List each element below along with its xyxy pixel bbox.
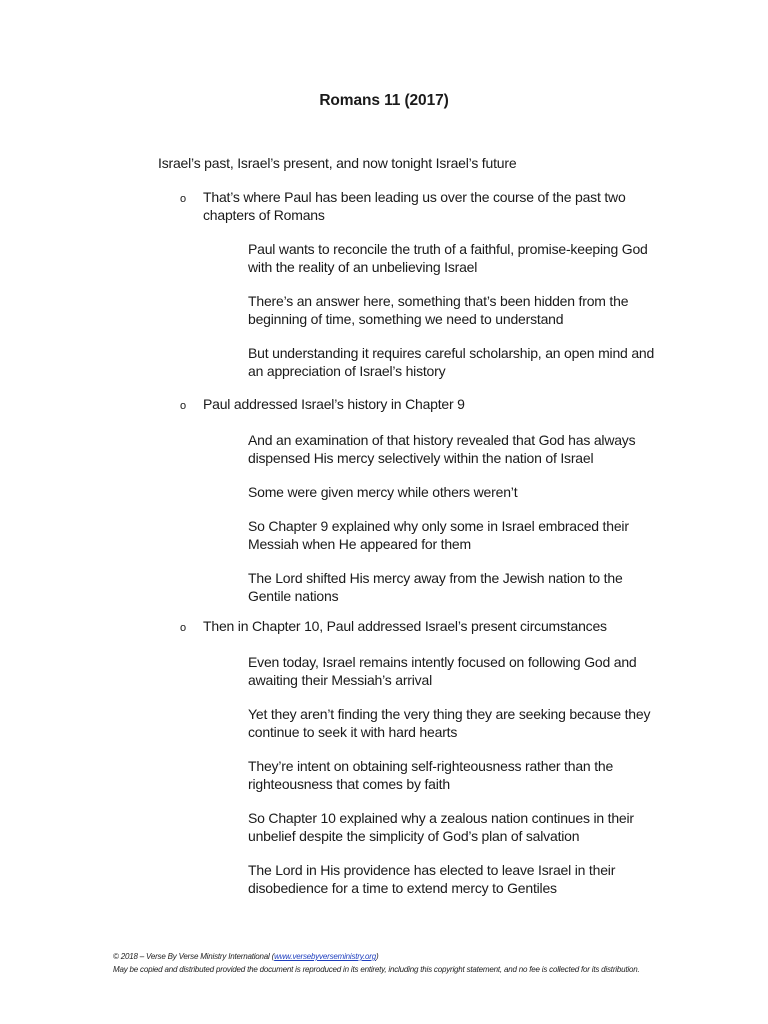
outline-section-1 (180, 188, 660, 380)
bullet-text: Then in Chapter 10, Paul addressed Israel’s present circumstances (203, 618, 607, 634)
page-title: Romans 11 (2017) (319, 92, 449, 109)
sub-point: There’s an answer here, something that’s been hidden from the beginning of time, something we need to understand (248, 293, 629, 327)
sub-point: So Chapter 9 explained why only some in Israel embraced their Messiah when He appeared for them (248, 518, 629, 552)
hollow-bullet-icon: o (180, 193, 186, 205)
bullet-item (180, 188, 660, 224)
sub-point: They’re intent on obtaining self-righteousness rather than the righteousness that comes by faith (248, 758, 614, 792)
outline-section-3 (180, 617, 660, 897)
sub-point: Paul wants to reconcile the truth of a faithful, promise-keeping God with the reality of an unbelieving Israel (248, 241, 648, 275)
sub-point: So Chapter 10 explained why a zealous nation continues in their unbelief despite the simplicity of God’s plan of salvation (248, 810, 634, 844)
sub-points (248, 431, 660, 605)
ministry-website-link[interactable]: www.versebyverseministry.org (274, 952, 376, 961)
copyright-prefix: © 2018 – Verse By Verse Ministry International ( (113, 952, 275, 961)
intro-line: Israel’s past, Israel’s present, and now tonight Israel’s future (158, 155, 517, 171)
sub-points (248, 653, 660, 897)
copyright-footer (113, 950, 673, 976)
hollow-bullet-icon: o (180, 622, 186, 634)
sub-points (248, 240, 660, 380)
bullet-item (180, 617, 660, 637)
bullet-text: That’s where Paul has been leading us over the course of the past two chapters of Romans (203, 189, 626, 223)
bullet-item (180, 395, 660, 415)
distribution-notice: May be copied and distributed provided the document is reproduced in its entirety, including this copyright statement, and no fee is collected for its distribution. (113, 965, 640, 974)
sub-point: Yet they aren’t finding the very thing they are seeking because they continue to seek it with hard hearts (248, 706, 651, 740)
sub-point: The Lord in His providence has elected to leave Israel in their disobedience for a time to extend mercy to Gentiles (248, 862, 616, 896)
hollow-bullet-icon: o (180, 400, 186, 412)
outline-section-2 (180, 395, 660, 605)
copyright-line (113, 950, 673, 963)
sub-point: But understanding it requires careful scholarship, an open mind and an appreciation of Israel’s history (248, 345, 655, 379)
copyright-suffix: ) (375, 952, 379, 961)
sub-point: Some were given mercy while others weren’t (248, 484, 518, 500)
sub-point: Even today, Israel remains intently focused on following God and awaiting their Messiah’s arrival (248, 654, 637, 688)
sub-point: And an examination of that history revealed that God has always dispensed His mercy selectively within the nation of Israel (248, 432, 636, 466)
sub-point: The Lord shifted His mercy away from the Jewish nation to the Gentile nations (248, 570, 623, 604)
bullet-text: Paul addressed Israel’s history in Chapter 9 (203, 396, 465, 412)
